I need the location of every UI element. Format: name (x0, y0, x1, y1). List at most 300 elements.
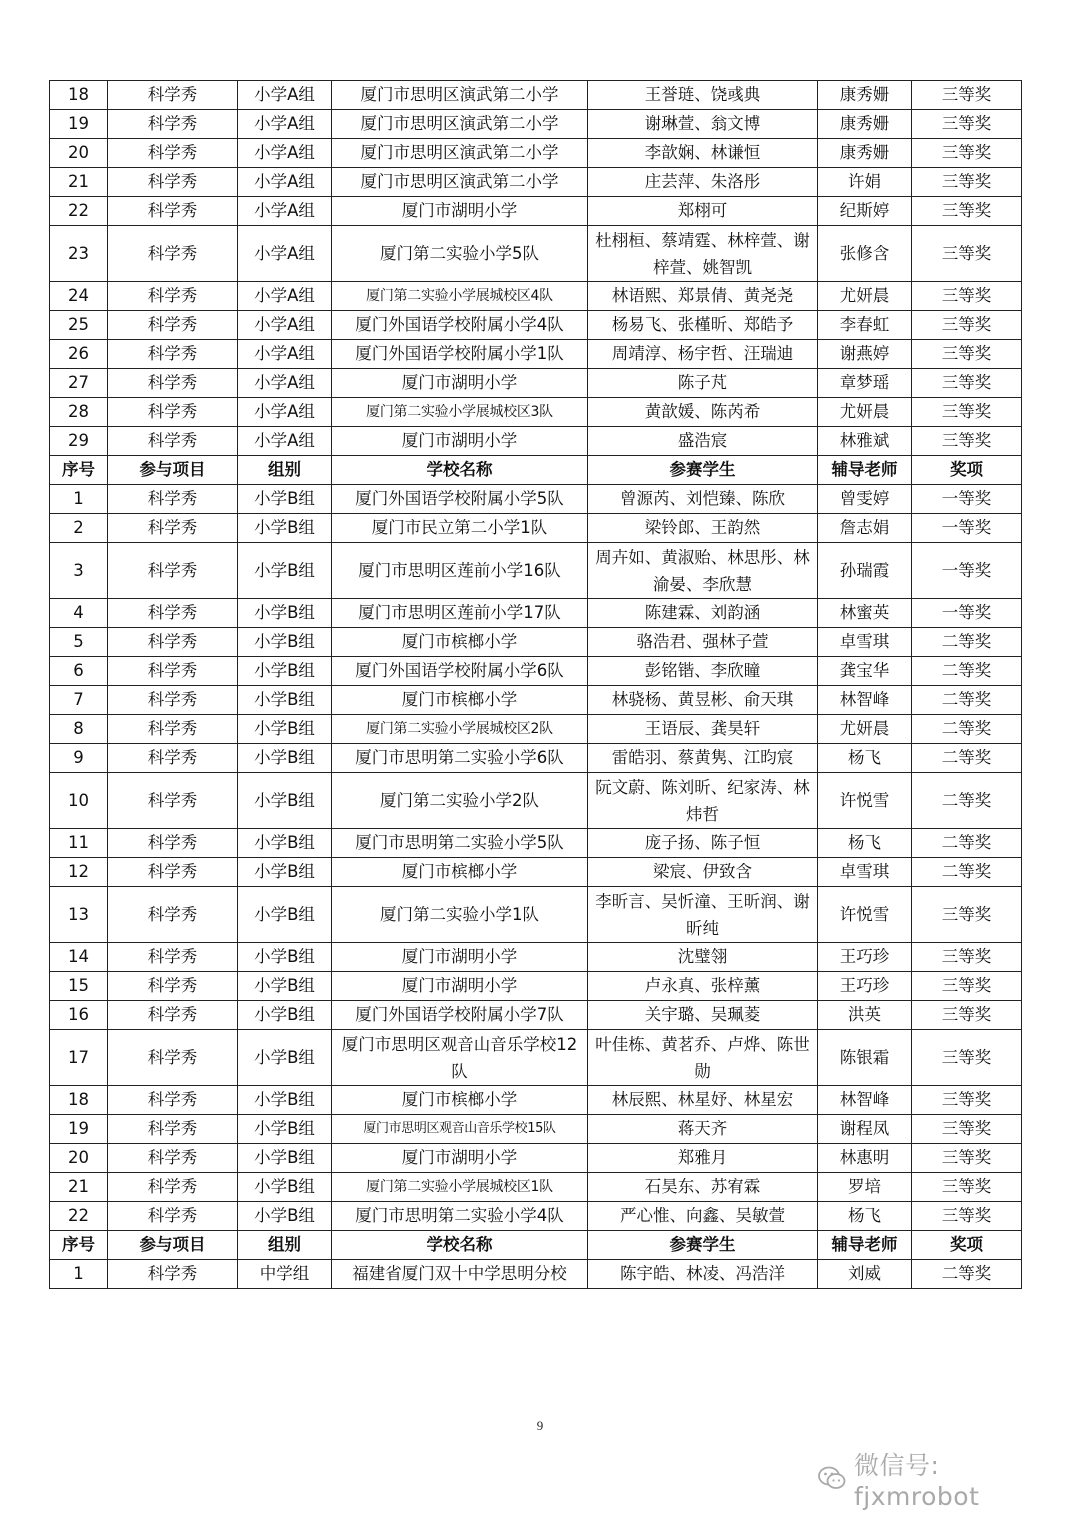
school-cell: 厦门市思明区观音山音乐学校15队 (332, 1115, 588, 1144)
students-cell: 盛浩宸 (588, 427, 818, 456)
watermark-text: 微信号: fjxmrobot (854, 1450, 980, 1511)
group-cell: 小学A组 (238, 226, 332, 282)
table-header-row (50, 1231, 1022, 1260)
project-cell: 科学秀 (108, 1030, 238, 1086)
serial-cell: 16 (50, 1001, 108, 1030)
students-cell: 陈子芃 (588, 369, 818, 398)
table-row (50, 773, 1022, 829)
teacher-cell: 康秀姗 (818, 110, 912, 139)
serial-cell: 29 (50, 427, 108, 456)
table-row (50, 226, 1022, 282)
award-cell: 三等奖 (912, 1144, 1022, 1173)
award-cell: 三等奖 (912, 887, 1022, 943)
award-cell: 三等奖 (912, 81, 1022, 110)
serial-cell: 5 (50, 628, 108, 657)
project-cell: 科学秀 (108, 972, 238, 1001)
school-cell: 厦门外国语学校附属小学1队 (332, 340, 588, 369)
school-cell: 厦门市槟榔小学 (332, 858, 588, 887)
group-cell: 小学B组 (238, 1030, 332, 1086)
serial-cell: 26 (50, 340, 108, 369)
group-cell: 小学A组 (238, 398, 332, 427)
group-cell: 小学A组 (238, 369, 332, 398)
teacher-cell: 尤妍晨 (818, 398, 912, 427)
table-row (50, 398, 1022, 427)
page-number: 9 (536, 1418, 544, 1433)
project-cell: 科学秀 (108, 81, 238, 110)
project-cell: 科学秀 (108, 829, 238, 858)
group-cell: 小学B组 (238, 1086, 332, 1115)
students-cell: 李昕言、吴忻潼、王昕润、谢昕纯 (588, 887, 818, 943)
school-cell: 厦门市湖明小学 (332, 972, 588, 1001)
school-cell: 厦门第二实验小学5队 (332, 226, 588, 282)
teacher-cell: 康秀姗 (818, 139, 912, 168)
school-cell: 厦门市思明区演武第二小学 (332, 110, 588, 139)
school-cell: 厦门市思明区演武第二小学 (332, 81, 588, 110)
teacher-cell: 卓雪琪 (818, 858, 912, 887)
group-cell: 小学B组 (238, 858, 332, 887)
column-header: 奖项 (912, 1231, 1022, 1260)
teacher-cell: 陈银霜 (818, 1030, 912, 1086)
project-cell: 科学秀 (108, 1202, 238, 1231)
group-cell: 小学B组 (238, 1173, 332, 1202)
teacher-cell: 詹志娟 (818, 514, 912, 543)
school-cell: 厦门第二实验小学2队 (332, 773, 588, 829)
group-cell: 小学A组 (238, 197, 332, 226)
table-row (50, 485, 1022, 514)
award-cell: 三等奖 (912, 226, 1022, 282)
group-cell: 小学A组 (238, 139, 332, 168)
award-cell: 二等奖 (912, 628, 1022, 657)
table-header-row (50, 456, 1022, 485)
teacher-cell: 曾雯婷 (818, 485, 912, 514)
school-cell: 厦门市槟榔小学 (332, 686, 588, 715)
column-header: 序号 (50, 1231, 108, 1260)
teacher-cell: 章梦瑶 (818, 369, 912, 398)
serial-cell: 19 (50, 1115, 108, 1144)
award-cell: 三等奖 (912, 1086, 1022, 1115)
teacher-cell: 谢程凤 (818, 1115, 912, 1144)
award-cell: 三等奖 (912, 282, 1022, 311)
group-cell: 小学B组 (238, 744, 332, 773)
serial-cell: 8 (50, 715, 108, 744)
award-cell: 二等奖 (912, 773, 1022, 829)
group-cell: 中学组 (238, 1260, 332, 1289)
award-cell: 三等奖 (912, 110, 1022, 139)
column-header: 奖项 (912, 456, 1022, 485)
school-cell: 厦门外国语学校附属小学7队 (332, 1001, 588, 1030)
students-cell: 梁铃郎、王韵然 (588, 514, 818, 543)
group-cell: 小学A组 (238, 311, 332, 340)
school-cell: 厦门市思明第二实验小学6队 (332, 744, 588, 773)
school-cell: 厦门第二实验小学展城校区1队 (332, 1173, 588, 1202)
students-cell: 石昊东、苏宥霖 (588, 1173, 818, 1202)
award-cell: 三等奖 (912, 1173, 1022, 1202)
award-cell: 三等奖 (912, 197, 1022, 226)
table-row (50, 110, 1022, 139)
teacher-cell: 林智峰 (818, 1086, 912, 1115)
school-cell: 厦门第二实验小学展城校区4队 (332, 282, 588, 311)
table-row (50, 1115, 1022, 1144)
group-cell: 小学B组 (238, 972, 332, 1001)
award-cell: 一等奖 (912, 485, 1022, 514)
award-cell: 三等奖 (912, 139, 1022, 168)
project-cell: 科学秀 (108, 1001, 238, 1030)
teacher-cell: 孙瑞霞 (818, 543, 912, 599)
award-cell: 三等奖 (912, 369, 1022, 398)
school-cell: 厦门第二实验小学展城校区3队 (332, 398, 588, 427)
school-cell: 厦门市湖明小学 (332, 1144, 588, 1173)
school-cell: 厦门市湖明小学 (332, 427, 588, 456)
table-row (50, 1260, 1022, 1289)
serial-cell: 10 (50, 773, 108, 829)
table-row (50, 311, 1022, 340)
students-cell: 周卉如、黄淑贻、林思彤、林渝晏、李欣慧 (588, 543, 818, 599)
serial-cell: 25 (50, 311, 108, 340)
teacher-cell: 刘威 (818, 1260, 912, 1289)
group-cell: 小学A组 (238, 110, 332, 139)
column-header: 参与项目 (108, 456, 238, 485)
students-cell: 关宇璐、吴珮菱 (588, 1001, 818, 1030)
column-header: 学校名称 (332, 1231, 588, 1260)
serial-cell: 13 (50, 887, 108, 943)
project-cell: 科学秀 (108, 369, 238, 398)
group-cell: 小学B组 (238, 543, 332, 599)
watermark (818, 1450, 1058, 1511)
project-cell: 科学秀 (108, 485, 238, 514)
table-row (50, 887, 1022, 943)
group-cell: 小学B组 (238, 773, 332, 829)
project-cell: 科学秀 (108, 311, 238, 340)
school-cell: 厦门市思明第二实验小学4队 (332, 1202, 588, 1231)
awards-table (49, 80, 1022, 1289)
school-cell: 厦门市思明区演武第二小学 (332, 139, 588, 168)
teacher-cell: 许娟 (818, 168, 912, 197)
award-cell: 一等奖 (912, 599, 1022, 628)
project-cell: 科学秀 (108, 943, 238, 972)
table-row (50, 1030, 1022, 1086)
students-cell: 周靖淳、杨宇哲、汪瑞迪 (588, 340, 818, 369)
award-cell: 三等奖 (912, 427, 1022, 456)
project-cell: 科学秀 (108, 197, 238, 226)
column-header: 学校名称 (332, 456, 588, 485)
project-cell: 科学秀 (108, 773, 238, 829)
table-row (50, 829, 1022, 858)
school-cell: 厦门市湖明小学 (332, 369, 588, 398)
serial-cell: 7 (50, 686, 108, 715)
project-cell: 科学秀 (108, 628, 238, 657)
project-cell: 科学秀 (108, 599, 238, 628)
school-cell: 厦门市思明区莲前小学16队 (332, 543, 588, 599)
column-header: 组别 (238, 1231, 332, 1260)
group-cell: 小学B组 (238, 715, 332, 744)
column-header: 参赛学生 (588, 456, 818, 485)
award-cell: 三等奖 (912, 1202, 1022, 1231)
serial-cell: 6 (50, 657, 108, 686)
teacher-cell: 龚宝华 (818, 657, 912, 686)
serial-cell: 24 (50, 282, 108, 311)
award-cell: 二等奖 (912, 686, 1022, 715)
students-cell: 黄歆媛、陈芮希 (588, 398, 818, 427)
table-row (50, 514, 1022, 543)
students-cell: 沈璧翎 (588, 943, 818, 972)
students-cell: 雷皓羽、蔡黄隽、江昀宸 (588, 744, 818, 773)
project-cell: 科学秀 (108, 168, 238, 197)
award-cell: 二等奖 (912, 829, 1022, 858)
serial-cell: 12 (50, 858, 108, 887)
group-cell: 小学B组 (238, 599, 332, 628)
serial-cell: 18 (50, 1086, 108, 1115)
serial-cell: 18 (50, 81, 108, 110)
project-cell: 科学秀 (108, 686, 238, 715)
serial-cell: 3 (50, 543, 108, 599)
award-cell: 三等奖 (912, 972, 1022, 1001)
award-cell: 三等奖 (912, 1030, 1022, 1086)
table-row (50, 1202, 1022, 1231)
award-cell: 三等奖 (912, 340, 1022, 369)
award-cell: 一等奖 (912, 514, 1022, 543)
school-cell: 福建省厦门双十中学思明分校 (332, 1260, 588, 1289)
group-cell: 小学B组 (238, 1144, 332, 1173)
school-cell: 厦门市思明区演武第二小学 (332, 168, 588, 197)
project-cell: 科学秀 (108, 1115, 238, 1144)
group-cell: 小学B组 (238, 628, 332, 657)
serial-cell: 22 (50, 1202, 108, 1231)
students-cell: 庄芸萍、朱洛彤 (588, 168, 818, 197)
award-cell: 二等奖 (912, 1260, 1022, 1289)
school-cell: 厦门市思明区观音山音乐学校12队 (332, 1030, 588, 1086)
group-cell: 小学B组 (238, 657, 332, 686)
students-cell: 林辰熙、林星妤、林星宏 (588, 1086, 818, 1115)
school-cell: 厦门外国语学校附属小学5队 (332, 485, 588, 514)
award-cell: 二等奖 (912, 715, 1022, 744)
table-row (50, 686, 1022, 715)
project-cell: 科学秀 (108, 887, 238, 943)
teacher-cell: 纪斯婷 (818, 197, 912, 226)
serial-cell: 1 (50, 1260, 108, 1289)
project-cell: 科学秀 (108, 1086, 238, 1115)
table-row (50, 628, 1022, 657)
teacher-cell: 许悦雪 (818, 887, 912, 943)
students-cell: 阮文蔚、陈刘昕、纪家涛、林炜哲 (588, 773, 818, 829)
group-cell: 小学B组 (238, 887, 332, 943)
group-cell: 小学B组 (238, 829, 332, 858)
serial-cell: 22 (50, 197, 108, 226)
award-cell: 三等奖 (912, 311, 1022, 340)
students-cell: 李歆娴、林谦恒 (588, 139, 818, 168)
school-cell: 厦门市民立第二小学1队 (332, 514, 588, 543)
group-cell: 小学B组 (238, 514, 332, 543)
project-cell: 科学秀 (108, 858, 238, 887)
award-cell: 三等奖 (912, 1001, 1022, 1030)
project-cell: 科学秀 (108, 514, 238, 543)
students-cell: 彭铭锴、李欣瞳 (588, 657, 818, 686)
column-header: 组别 (238, 456, 332, 485)
table-row (50, 282, 1022, 311)
group-cell: 小学A组 (238, 282, 332, 311)
award-cell: 三等奖 (912, 168, 1022, 197)
school-cell: 厦门市思明区莲前小学17队 (332, 599, 588, 628)
project-cell: 科学秀 (108, 340, 238, 369)
table-row (50, 715, 1022, 744)
students-cell: 庞子扬、陈子恒 (588, 829, 818, 858)
wechat-icon (818, 1466, 846, 1490)
group-cell: 小学B组 (238, 1001, 332, 1030)
teacher-cell: 杨飞 (818, 829, 912, 858)
serial-cell: 15 (50, 972, 108, 1001)
project-cell: 科学秀 (108, 427, 238, 456)
students-cell: 林语熙、郑景倩、黄尧尧 (588, 282, 818, 311)
teacher-cell: 张修含 (818, 226, 912, 282)
table-row (50, 340, 1022, 369)
serial-cell: 21 (50, 168, 108, 197)
table-row (50, 972, 1022, 1001)
table-row (50, 1144, 1022, 1173)
group-cell: 小学A组 (238, 168, 332, 197)
project-cell: 科学秀 (108, 282, 238, 311)
students-cell: 卢永真、张梓薰 (588, 972, 818, 1001)
students-cell: 叶佳栋、黄茗乔、卢烨、陈世勋 (588, 1030, 818, 1086)
table-row (50, 543, 1022, 599)
column-header: 参赛学生 (588, 1231, 818, 1260)
table-row (50, 369, 1022, 398)
school-cell: 厦门市思明第二实验小学5队 (332, 829, 588, 858)
project-cell: 科学秀 (108, 110, 238, 139)
table-row (50, 599, 1022, 628)
project-cell: 科学秀 (108, 1173, 238, 1202)
school-cell: 厦门第二实验小学展城校区2队 (332, 715, 588, 744)
students-cell: 王誉琏、饶彧典 (588, 81, 818, 110)
school-cell: 厦门第二实验小学1队 (332, 887, 588, 943)
teacher-cell: 杨飞 (818, 1202, 912, 1231)
serial-cell: 27 (50, 369, 108, 398)
serial-cell: 14 (50, 943, 108, 972)
teacher-cell: 尤妍晨 (818, 715, 912, 744)
school-cell: 厦门市湖明小学 (332, 943, 588, 972)
award-cell: 二等奖 (912, 858, 1022, 887)
table-row (50, 657, 1022, 686)
teacher-cell: 林蜜英 (818, 599, 912, 628)
table-row (50, 1001, 1022, 1030)
table-row (50, 168, 1022, 197)
serial-cell: 23 (50, 226, 108, 282)
project-cell: 科学秀 (108, 715, 238, 744)
students-cell: 林骁杨、黄昱彬、俞天琪 (588, 686, 818, 715)
group-cell: 小学A组 (238, 427, 332, 456)
column-header: 辅导老师 (818, 1231, 912, 1260)
table-row (50, 1173, 1022, 1202)
serial-cell: 2 (50, 514, 108, 543)
students-cell: 王语辰、龚昊轩 (588, 715, 818, 744)
table-row (50, 197, 1022, 226)
table-row (50, 81, 1022, 110)
table-row (50, 943, 1022, 972)
table-row (50, 744, 1022, 773)
serial-cell: 4 (50, 599, 108, 628)
school-cell: 厦门市槟榔小学 (332, 1086, 588, 1115)
project-cell: 科学秀 (108, 543, 238, 599)
teacher-cell: 洪英 (818, 1001, 912, 1030)
teacher-cell: 王巧珍 (818, 972, 912, 1001)
school-cell: 厦门外国语学校附属小学6队 (332, 657, 588, 686)
award-cell: 一等奖 (912, 543, 1022, 599)
students-cell: 严心惟、向鑫、吴敏萱 (588, 1202, 818, 1231)
column-header: 序号 (50, 456, 108, 485)
school-cell: 厦门市槟榔小学 (332, 628, 588, 657)
project-cell: 科学秀 (108, 1144, 238, 1173)
teacher-cell: 罗培 (818, 1173, 912, 1202)
teacher-cell: 许悦雪 (818, 773, 912, 829)
teacher-cell: 谢燕婷 (818, 340, 912, 369)
serial-cell: 28 (50, 398, 108, 427)
serial-cell: 17 (50, 1030, 108, 1086)
group-cell: 小学B组 (238, 485, 332, 514)
serial-cell: 21 (50, 1173, 108, 1202)
students-cell: 杜栩桓、蔡靖霆、林梓萱、谢梓萱、姚智凯 (588, 226, 818, 282)
students-cell: 曾源芮、刘恺臻、陈欣 (588, 485, 818, 514)
serial-cell: 19 (50, 110, 108, 139)
project-cell: 科学秀 (108, 744, 238, 773)
students-cell: 谢琳萱、翁文博 (588, 110, 818, 139)
students-cell: 骆浩君、强林子萱 (588, 628, 818, 657)
serial-cell: 9 (50, 744, 108, 773)
award-cell: 三等奖 (912, 1115, 1022, 1144)
serial-cell: 20 (50, 139, 108, 168)
table-row (50, 139, 1022, 168)
group-cell: 小学A组 (238, 340, 332, 369)
teacher-cell: 王巧珍 (818, 943, 912, 972)
students-cell: 郑栩可 (588, 197, 818, 226)
teacher-cell: 林雅斌 (818, 427, 912, 456)
teacher-cell: 康秀姗 (818, 81, 912, 110)
students-cell: 郑雅月 (588, 1144, 818, 1173)
column-header: 参与项目 (108, 1231, 238, 1260)
table-row (50, 1086, 1022, 1115)
award-cell: 二等奖 (912, 744, 1022, 773)
group-cell: 小学B组 (238, 686, 332, 715)
teacher-cell: 林智峰 (818, 686, 912, 715)
column-header: 辅导老师 (818, 456, 912, 485)
project-cell: 科学秀 (108, 139, 238, 168)
award-cell: 三等奖 (912, 943, 1022, 972)
school-cell: 厦门外国语学校附属小学4队 (332, 311, 588, 340)
serial-cell: 11 (50, 829, 108, 858)
group-cell: 小学B组 (238, 1202, 332, 1231)
award-cell: 三等奖 (912, 398, 1022, 427)
teacher-cell: 杨飞 (818, 744, 912, 773)
project-cell: 科学秀 (108, 657, 238, 686)
award-cell: 二等奖 (912, 657, 1022, 686)
school-cell: 厦门市湖明小学 (332, 197, 588, 226)
group-cell: 小学B组 (238, 943, 332, 972)
students-cell: 陈建霖、刘韵涵 (588, 599, 818, 628)
serial-cell: 1 (50, 485, 108, 514)
group-cell: 小学B组 (238, 1115, 332, 1144)
students-cell: 陈宇皓、林凌、冯浩洋 (588, 1260, 818, 1289)
serial-cell: 20 (50, 1144, 108, 1173)
students-cell: 蒋天齐 (588, 1115, 818, 1144)
teacher-cell: 尤妍晨 (818, 282, 912, 311)
teacher-cell: 李春虹 (818, 311, 912, 340)
table-row (50, 858, 1022, 887)
project-cell: 科学秀 (108, 1260, 238, 1289)
project-cell: 科学秀 (108, 398, 238, 427)
teacher-cell: 卓雪琪 (818, 628, 912, 657)
group-cell: 小学A组 (238, 81, 332, 110)
teacher-cell: 林惠明 (818, 1144, 912, 1173)
students-cell: 杨易飞、张槿昕、郑皓予 (588, 311, 818, 340)
project-cell: 科学秀 (108, 226, 238, 282)
table-row (50, 427, 1022, 456)
